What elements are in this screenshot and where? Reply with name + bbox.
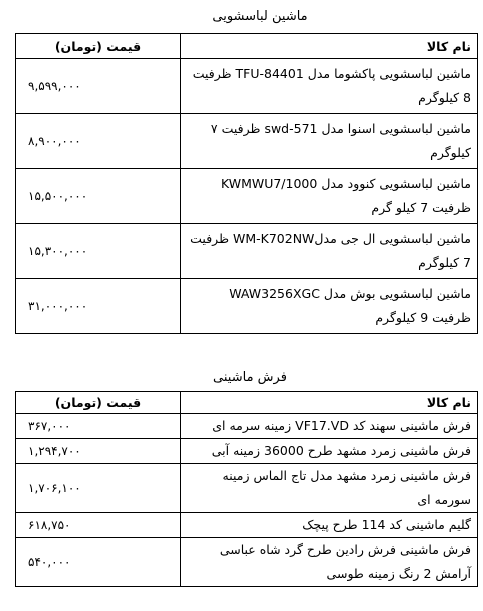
product-price: ۱,۷۰۶,۱۰۰ (16, 464, 181, 513)
product-price: ۱,۲۹۴,۷۰۰ (16, 439, 181, 464)
product-name: گلیم ماشینی کد 114 طرح پیچک (180, 513, 477, 538)
table-header-row (16, 392, 478, 414)
product-price: ۱۵,۳۰۰,۰۰۰ (16, 224, 181, 279)
product-price: ۶۱۸,۷۵۰ (16, 513, 181, 538)
column-header-name: نام کالا (180, 34, 477, 59)
table-row (16, 513, 478, 538)
product-name: ماشین لباسشویی پاکشوما مدل TFU-84401 ظرفیت 8 کیلوگرم (180, 59, 477, 114)
washing-machine-price-table (15, 33, 478, 334)
product-price: ۸,۹۰۰,۰۰۰ (16, 114, 181, 169)
table-row (16, 279, 478, 334)
product-name: ماشین لباسشویی اسنوا مدل swd-571 ظرفیت ۷ کیلوگرم (180, 114, 477, 169)
table-row (16, 414, 478, 439)
table-row (16, 464, 478, 513)
product-name: ماشین لباسشویی ال جی مدلWM-K702NW ظرفیت 7 کیلوگرم (180, 224, 477, 279)
table-row (16, 538, 478, 587)
product-name: ماشین لباسشویی کنوود مدل KWMWU7/1000 ظرفیت 7 کیلو گرم (180, 169, 477, 224)
machine-carpet-section-title: فرش ماشینی (213, 370, 287, 385)
column-header-price: قیمت (تومان) (16, 392, 181, 414)
product-name: فرش ماشینی سهند کد VF17.VD زمینه سرمه ای (180, 414, 477, 439)
product-price: ۳۶۷,۰۰۰ (16, 414, 181, 439)
washing-machine-section-title: ماشین لباسشویی (212, 9, 308, 24)
product-name: ماشین لباسشویی بوش مدل WAW3256XGC ظرفیت 9 کیلوگرم (180, 279, 477, 334)
product-name: فرش ماشینی فرش رادین طرح گرد شاه عباسی آرامش 2 رنگ زمینه طوسی (180, 538, 477, 587)
table-row (16, 114, 478, 169)
table-row (16, 59, 478, 114)
table-row (16, 439, 478, 464)
product-price: ۵۴۰,۰۰۰ (16, 538, 181, 587)
column-header-price: قیمت (تومان) (16, 34, 181, 59)
table-row (16, 224, 478, 279)
product-name: فرش ماشینی زمرد مشهد مدل تاج الماس زمینه سورمه ای (180, 464, 477, 513)
product-name: فرش ماشینی زمرد مشهد طرح 36000 زمینه آبی (180, 439, 477, 464)
product-price: ۹,۵۹۹,۰۰۰ (16, 59, 181, 114)
table-header-row (16, 34, 478, 59)
column-header-name: نام کالا (180, 392, 477, 414)
table-row (16, 169, 478, 224)
product-price: ۳۱,۰۰۰,۰۰۰ (16, 279, 181, 334)
machine-carpet-price-table (15, 391, 478, 587)
product-price: ۱۵,۵۰۰,۰۰۰ (16, 169, 181, 224)
